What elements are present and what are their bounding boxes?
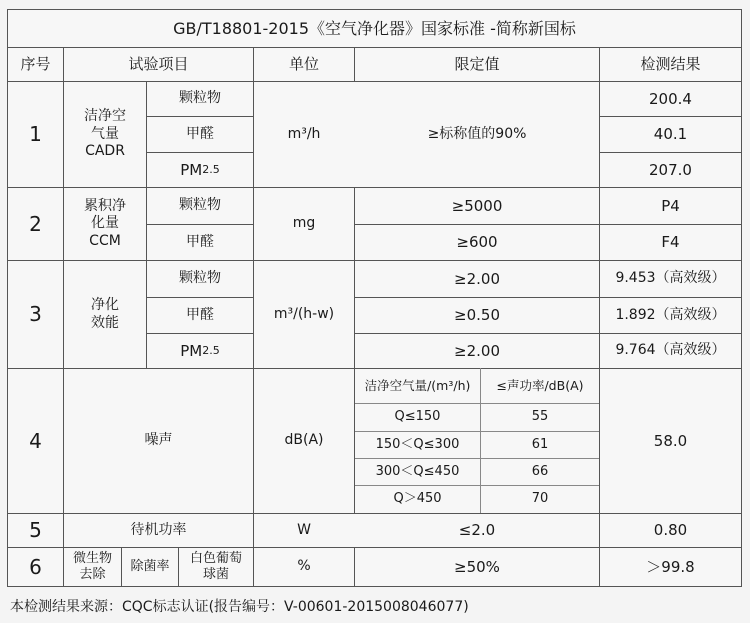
- row-number: 3: [29, 302, 42, 326]
- result-cell: 200.4: [649, 89, 692, 108]
- sub-item-label: PM 2.5: [180, 341, 220, 360]
- limit-cell: ≥50%: [454, 557, 500, 576]
- result-cell: ＞99.8: [646, 557, 695, 576]
- noise-limit: 61: [531, 436, 549, 452]
- row-item-label: 除菌率: [130, 558, 170, 574]
- limit-cell: ≥标称值的90%: [427, 125, 527, 142]
- result-cell: 58.0: [653, 431, 688, 450]
- sub-item-label: 甲醛: [186, 306, 214, 323]
- header-limit: 限定值: [454, 55, 500, 74]
- noise-limit: 66: [531, 463, 549, 479]
- row-item-label: 微生物 去除: [72, 550, 112, 582]
- result-cell: P4: [661, 196, 680, 215]
- noise-limit: 55: [531, 409, 549, 425]
- header-no: 序号: [20, 55, 51, 74]
- sub-item-label: 甲醛: [186, 125, 214, 142]
- result-cell: 1.892（高效级）: [615, 306, 726, 323]
- row-number: 6: [29, 554, 42, 579]
- row-number: 1: [29, 122, 42, 146]
- limit-cell: ≥2.00: [454, 269, 500, 288]
- noise-range: Q≤150: [394, 409, 441, 425]
- result-cell: 0.80: [653, 521, 688, 540]
- row-number: 2: [29, 211, 42, 236]
- result-cell: 207.0: [649, 160, 692, 179]
- header-result: 检测结果: [640, 55, 701, 74]
- row-group-label: 洁净空 气量 CADR: [84, 108, 126, 160]
- unit-cell: %: [297, 558, 311, 575]
- limit-cell: ≥0.50: [454, 306, 500, 325]
- result-cell: 9.764（高效级）: [615, 342, 726, 359]
- limit-cell: ≥5000: [451, 196, 503, 215]
- unit-cell: dB(A): [284, 432, 324, 449]
- limit-cell: ≤2.0: [458, 521, 496, 540]
- row-item-label: 待机功率: [130, 521, 187, 538]
- noise-limit: 70: [531, 491, 549, 507]
- unit-cell: m³/(h-w): [273, 305, 335, 322]
- sub-item-label: 甲醛: [186, 233, 214, 250]
- noise-range: Q＞450: [393, 491, 442, 507]
- header-item: 试验项目: [128, 55, 189, 74]
- row-number: 4: [29, 428, 42, 453]
- result-cell: F4: [661, 233, 680, 252]
- limit-cell: ≥2.00: [454, 341, 500, 360]
- row-number: 5: [29, 518, 42, 542]
- sub-item-label: PM 2.5: [180, 160, 220, 179]
- header-unit: 单位: [288, 55, 319, 74]
- sub-item-label: 颗粒物: [179, 90, 221, 107]
- sub-item-label: 颗粒物: [179, 197, 221, 214]
- noise-range: 300＜Q≤450: [375, 463, 460, 479]
- unit-cell: mg: [292, 215, 316, 232]
- noise-header-power: ≤声功率/dB(A): [496, 378, 584, 394]
- row-item-label: 噪声: [144, 432, 173, 449]
- limit-cell: ≥600: [456, 233, 498, 252]
- row-group-label: 净化 效能: [91, 297, 119, 331]
- row-item-label: 白色葡萄 球菌: [189, 550, 242, 582]
- result-cell: 9.453（高效级）: [615, 270, 726, 287]
- result-cell: 40.1: [653, 125, 688, 144]
- row-group-label: 累积净 化量 CCM: [84, 197, 126, 249]
- noise-range: 150＜Q≤300: [375, 436, 460, 452]
- unit-cell: m³/h: [287, 125, 321, 142]
- table-title: GB/T18801-2015《空气净化器》国家标准 -简称新国标: [173, 18, 576, 38]
- source-note: 本检测结果来源：CQC标志认证(报告编号：V-00601-2015008046077): [10, 599, 469, 615]
- unit-cell: W: [297, 521, 311, 538]
- noise-header-airflow: 洁净空气量/(m³/h): [364, 378, 471, 394]
- sub-item-label: 颗粒物: [179, 270, 221, 287]
